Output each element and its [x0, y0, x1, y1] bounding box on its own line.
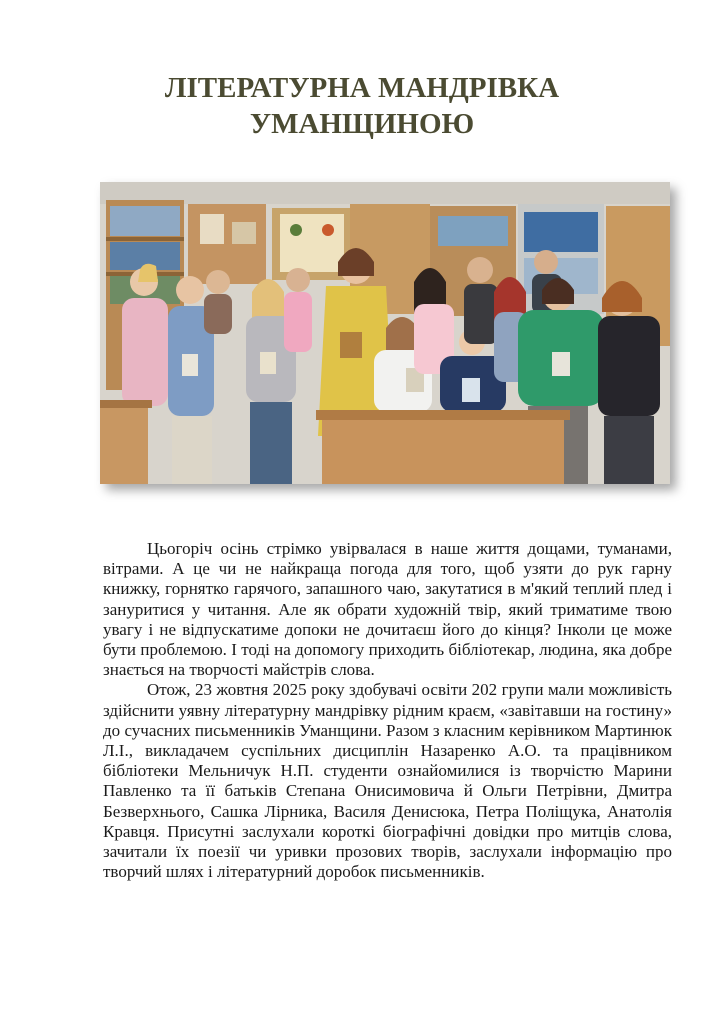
page-title	[0, 70, 724, 142]
paragraph-event: Отож, 23 жовтня 2025 року здобувачі освіти 202 групи мали можливість здійснити уявну літературну мандрівку рідним краєм, «завітавши на гостину» до сучасних письменників Уманщини. Разом з класним керівником Мартинюк Л.І., викладачем суспільних дисциплін Назаренко А.О. та працівником бібліотеки Мельничук Н.П. студенти ознайомилися із творчістю Марини Павленко та її батьків Степана Онисимовича й Ольги Петрівни, Дмитра Безверхнього, Сашка Лірника, Василя Денисюка, Петра Поліщука, Анатолія Кравця. Присутні заслухали короткі біографічні довідки про митців слова, зачитали їх поезії чи уривки прозових творів, заслухали інформацію про творчий шлях і літературний доробок письменників.	[103, 680, 672, 882]
article-body	[103, 539, 672, 882]
title-line-2: УМАНЩИНОЮ	[249, 108, 475, 140]
group-photo-illustration	[100, 182, 670, 484]
title-line-1: ЛІТЕРАТУРНА МАНДРІВКА	[164, 72, 560, 104]
group-photo	[100, 182, 670, 484]
paragraph-intro: Цьогоріч осінь стрімко увірвалася в наше життя дощами, туманами, вітрами. А це чи не найкраща погода для того, щоб узяти до рук гарну книжку, горнятко гарячого, запашного чаю, закутатися в м'який теплий плед і зануритися у читання. Але як обрати художній твір, який триматиме твою увагу і не відпускатиме допоки не дочитаєш його до кінця? Інколи це може бути проблемою. І тоді на допомогу приходить бібліотекар, людина, яка добре знається на творчості майстрів слова.	[103, 539, 672, 680]
